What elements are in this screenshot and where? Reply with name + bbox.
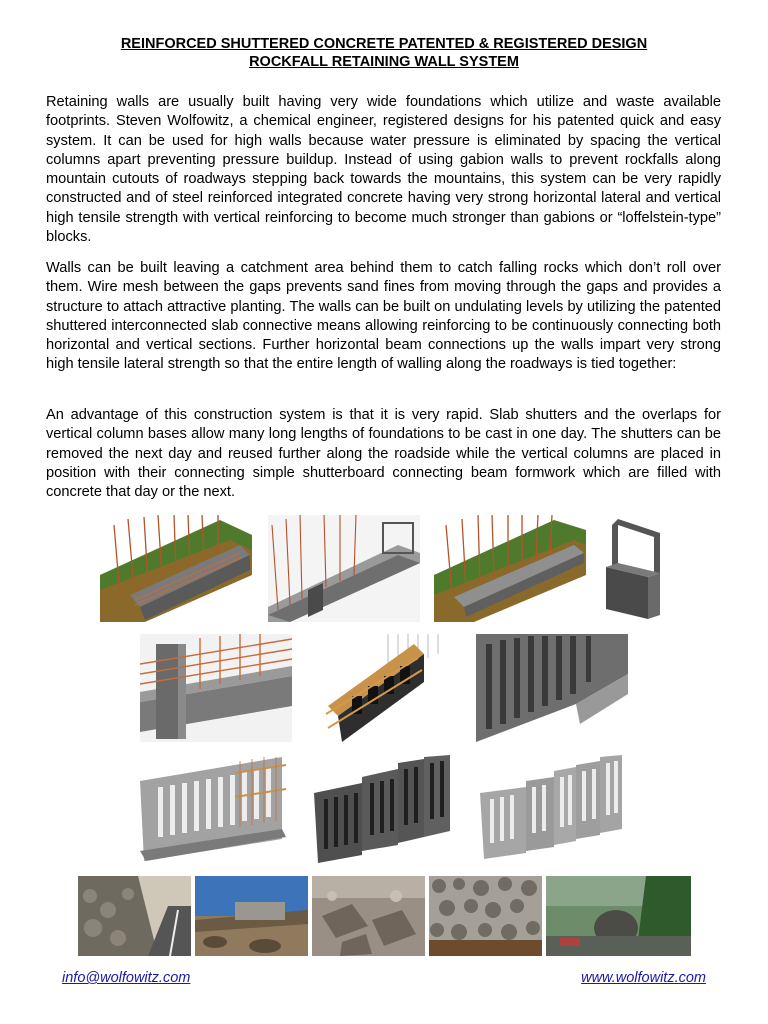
render-stepped-dark-wall (312, 755, 452, 863)
photo-gabion-road (78, 876, 191, 956)
email-link[interactable]: info@wolfowitz.com (62, 970, 191, 986)
render-wall-panel-with-beam (140, 757, 292, 862)
render-stepped-light-wall (476, 755, 628, 860)
title-line-1: REINFORCED SHUTTERED CONCRETE PATENTED & REGISTERED DESIGN (120, 36, 648, 52)
page-title (40, 35, 728, 71)
render-shuttered-slab-column (318, 634, 452, 742)
website-link[interactable]: www.wolfowitz.com (581, 970, 706, 986)
render-slotted-wall-closeup (476, 634, 628, 742)
render-foundation-with-rebar (100, 515, 252, 622)
paragraph-3: An advantage of this construction system is that it is very rapid. Slab shutters and the overlaps for vertical column bases allow many long lengths of foundations to be cast in one day. The shutters can be removed the next day and reused further along the roadside while the vertical columns are placed in position with their connecting simple shutterboard connecting beam formwork which are filled with concrete that day or the next. (46, 407, 721, 501)
paragraph-2: Walls can be built leaving a catchment area behind them to catch falling rocks which don’t roll over them. Wire mesh between the gaps prevents sand fines from moving through the gaps and provides a structure to attach attractive planting. The walls can be built on undulating levels by utilizing the patented shuttered interconnected slab connective means allowing reinforcing to be continuously connecting both horizontal and vertical sections. Further horizontal beam connections up the walls impart very strong high tensile lateral strength so that the entire length of walling along the roadways is tied together: (46, 260, 721, 373)
render-column-beam-junction (140, 634, 292, 742)
photo-rockfall-slope (312, 876, 425, 956)
title-line-2: ROCKFALL RETAINING WALL SYSTEM (249, 54, 519, 70)
paragraph-1: Retaining walls are usually built having very wide foundations which utilize and waste available footprints. Steven Wolfowitz, a chemical engineer, registered designs for his patented quick and easy system. It can be used for high walls because water pressure is eliminated by spacing the vertical columns apart preventing pressure buildup. Instead of using gabion walls to prevent rockfalls along mountain cutouts of roadways stepping back towards the mountains, this system can be very rapidly constructed and of steel reinforced integrated concrete having very strong horizontal lateral and vertical high tensile strength with vertical reinforcing to become much stronger than gabions or “loffelstein-type” blocks. (46, 94, 721, 246)
render-shutter-box (598, 515, 666, 620)
photo-rockfall-on-car (546, 876, 691, 956)
photo-gabion-mesh (429, 876, 542, 956)
render-cast-foundation-rebar (434, 515, 586, 622)
render-shutter-with-rebar (268, 515, 420, 622)
photo-desert-wall (195, 876, 308, 956)
